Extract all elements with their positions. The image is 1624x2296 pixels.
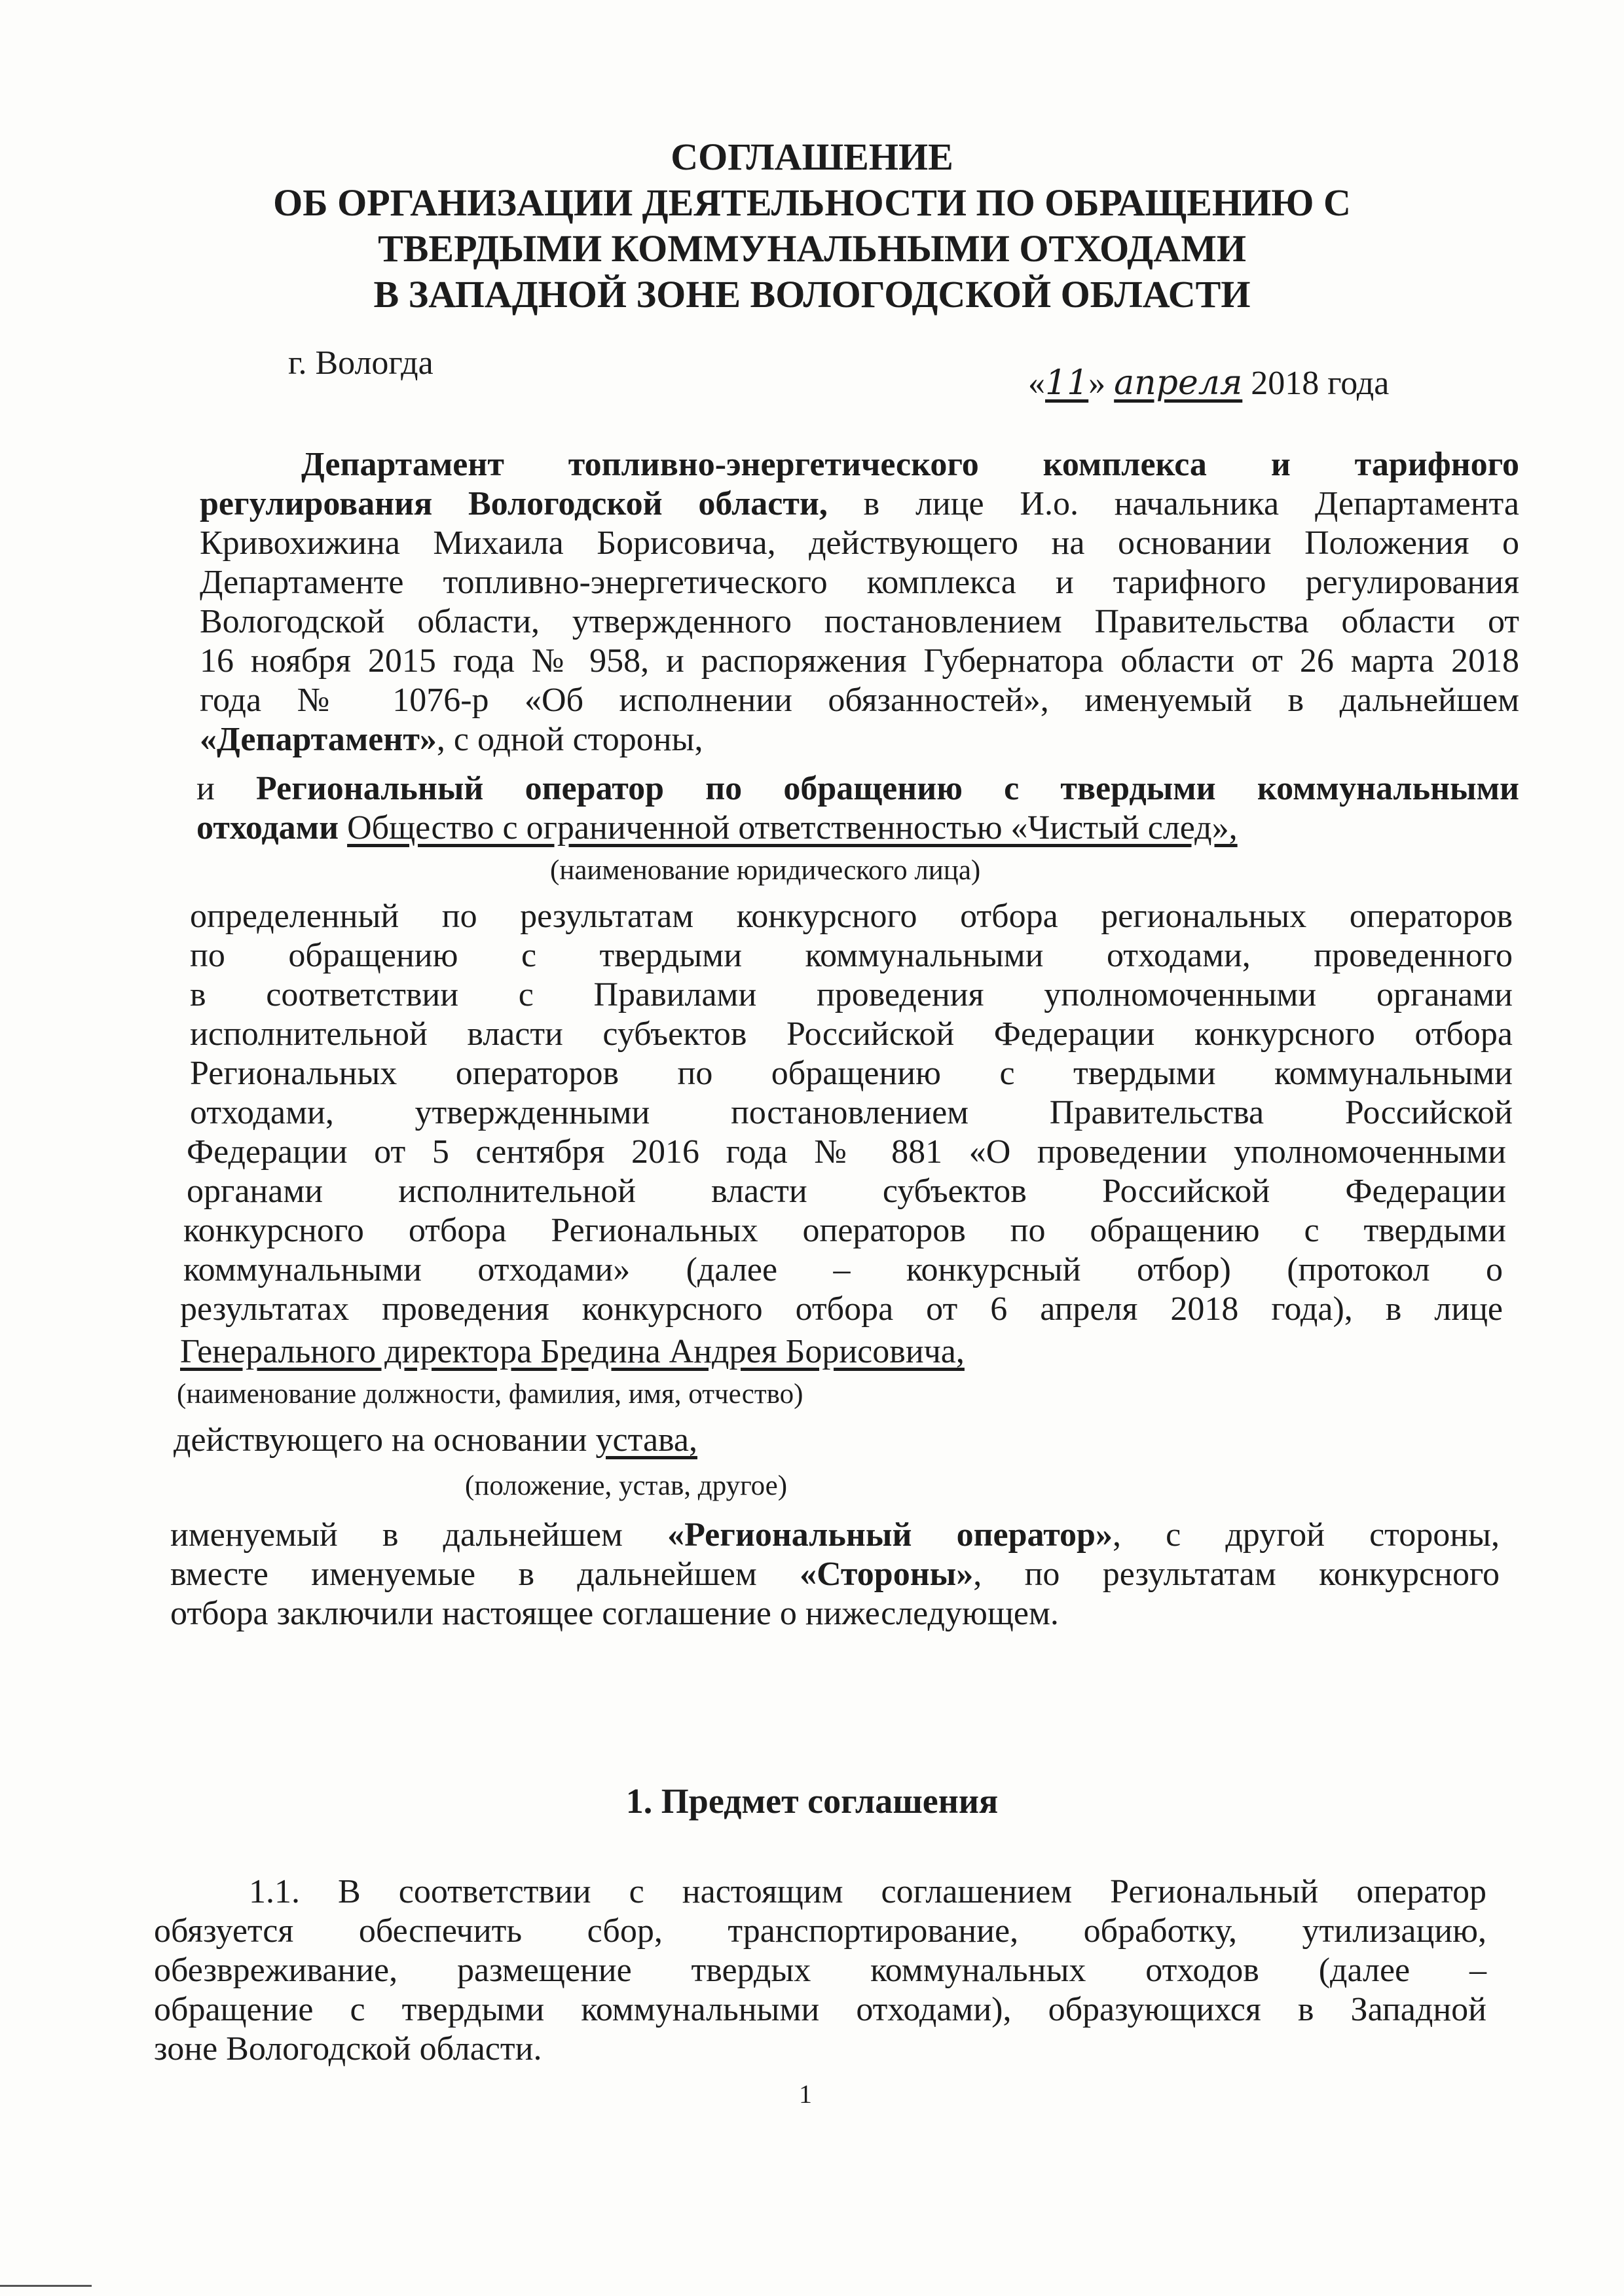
- p1-line-1: Департамент топливно-энергетического комплекса и тарифного: [301, 446, 1519, 483]
- p2-end-line-1-bold: «Региональный оператор»: [667, 1516, 1113, 1554]
- p1-line-2-bold: регулирования Вологодской области,: [200, 485, 828, 522]
- p1-line-8-bold: «Департамент»: [200, 721, 437, 758]
- p2-line-1-pre: и: [196, 770, 257, 807]
- p2-end-line-1: [170, 1516, 1500, 1555]
- section-1-line-4: обращение с твердыми коммунальными отходами), образующихся в Западной: [154, 1991, 1486, 2028]
- p2-line-1-bold: Региональный оператор по обращению с твердыми коммунальными: [256, 770, 1520, 807]
- section-1-line-1: 1.1. В соответствии с настоящим соглашением Региональный оператор: [249, 1873, 1486, 1910]
- p1-line-2-rest: в лице И.о. начальника Департамента: [827, 485, 1519, 522]
- scan-edge-mark: [0, 2285, 92, 2287]
- basis-pre: действующего на основании: [174, 1421, 596, 1459]
- p2-body-line-7: Федерации от 5 сентября 2016 года № 881 «О проведении уполномоченными: [187, 1133, 1506, 1171]
- p2-end-line-1-pre: именуемый в дальнейшем: [170, 1516, 668, 1554]
- p2-end-line-1-post: , с другой стороны,: [1112, 1516, 1500, 1554]
- section-1-line-5: зоне Вологодской области.: [154, 2030, 542, 2068]
- p2-line-1: [196, 769, 1519, 809]
- p2-body-line-4: исполнительной власти субъектов Российской Федерации конкурсного отбора: [190, 1015, 1513, 1053]
- legal-entity-name: Общество с ограниченной ответственностью «Чистый след»,: [347, 809, 1238, 847]
- date-open-quote: «: [1028, 365, 1045, 402]
- section-1-line-3: обезвреживание, размещение твердых коммунальных отходов (далее –: [154, 1952, 1486, 1989]
- p2-line-2-bold: отходами: [196, 809, 339, 847]
- p1-line-8-rest: , с одной стороны,: [436, 721, 703, 758]
- p1-line-5: Вологодской области, утвержденного постановлением Правительства области от: [200, 603, 1519, 640]
- p2-body-line-8: органами исполнительной власти субъектов Российской Федерации: [187, 1173, 1506, 1210]
- basis-line: [174, 1421, 697, 1460]
- p2-end-line-2-pre: вместе именуемые в дальнейшем: [170, 1556, 800, 1593]
- p2-body-line-2: по обращению с твердыми коммунальными отходами, проведенного: [190, 937, 1513, 974]
- p2-body-line-3: в соответствии с Правилами проведения уполномоченными органами: [190, 976, 1513, 1013]
- director-name: Генерального директора Бредина Андрея Борисовича,: [180, 1333, 965, 1370]
- title-line-3: ТВЕРДЫМИ КОММУНАЛЬНЫМИ ОТХОДАМИ: [378, 227, 1246, 270]
- caption-legal-entity: (наименование юридического лица): [550, 855, 981, 886]
- page-number: 1: [799, 2079, 812, 2109]
- p1-line-4: Департаменте топливно-энергетического комплекса и тарифного регулирования: [200, 564, 1519, 601]
- p1-line-3: Кривохижина Михаила Борисовича, действующего на основании Положения о: [200, 524, 1519, 562]
- p2-body-line-1: определенный по результатам конкурсного отбора региональных операторов: [190, 898, 1513, 935]
- basis-document: устава,: [595, 1421, 697, 1459]
- p2-end-line-3: отбора заключили настоящее соглашение о нижеследующем.: [170, 1595, 1059, 1632]
- p2-body-line-6: отходами, утвержденными постановлением Правительства Российской: [190, 1094, 1513, 1131]
- section-1-heading: 1. Предмет соглашения: [625, 1781, 999, 1821]
- caption-basis: (положение, устав, другое): [465, 1470, 788, 1501]
- p2-end-line-2-bold: «Стороны»: [800, 1556, 974, 1593]
- date-year: 2018 года: [1251, 365, 1390, 402]
- p1-line-6: 16 ноября 2015 года № 958, и распоряжения Губернатора области от 26 марта 2018: [200, 642, 1519, 680]
- p2-line-2: [196, 809, 1238, 848]
- date-close-quote: »: [1088, 365, 1106, 402]
- caption-director: (наименование должности, фамилия, имя, отчество): [177, 1379, 803, 1410]
- section-1-line-2: обязуется обеспечить сбор, транспортирование, обработку, утилизацию,: [154, 1912, 1486, 1950]
- agreement-date: [1028, 363, 1389, 403]
- p1-line-2: [200, 484, 1519, 524]
- p2-line-2-space: [339, 809, 347, 847]
- p2-body-line-10: коммунальными отходами» (далее – конкурсный отбор) (протокол о: [183, 1251, 1503, 1288]
- p2-body-line-11: результатах проведения конкурсного отбора от 6 апреля 2018 года), в лице: [180, 1290, 1503, 1328]
- title-line-4: В ЗАПАДНОЙ ЗОНЕ ВОЛОГОДСКОЙ ОБЛАСТИ: [373, 273, 1251, 316]
- p1-line-8: [200, 720, 703, 759]
- city: г. Вологда: [288, 344, 434, 382]
- p2-body-line-9: конкурсного отбора Региональных операторов по обращению с твердыми: [183, 1212, 1506, 1249]
- p2-end-line-2-post: , по результатам конкурсного: [973, 1556, 1500, 1593]
- title-line-1: СОГЛАШЕНИЕ: [671, 136, 953, 178]
- p2-end-line-2: [170, 1555, 1500, 1594]
- date-day-handwritten: 11: [1045, 363, 1089, 403]
- p2-body-line-5: Региональных операторов по обращению с твердыми коммунальными: [190, 1055, 1513, 1092]
- title-line-2: ОБ ОРГАНИЗАЦИИ ДЕЯТЕЛЬНОСТИ ПО ОБРАЩЕНИЮ С: [273, 181, 1351, 224]
- p1-line-7: года № 1076-р «Об исполнении обязанностей», именуемый в дальнейшем: [200, 682, 1519, 719]
- document-title: [0, 134, 1624, 318]
- date-month-handwritten: апреля: [1114, 363, 1243, 403]
